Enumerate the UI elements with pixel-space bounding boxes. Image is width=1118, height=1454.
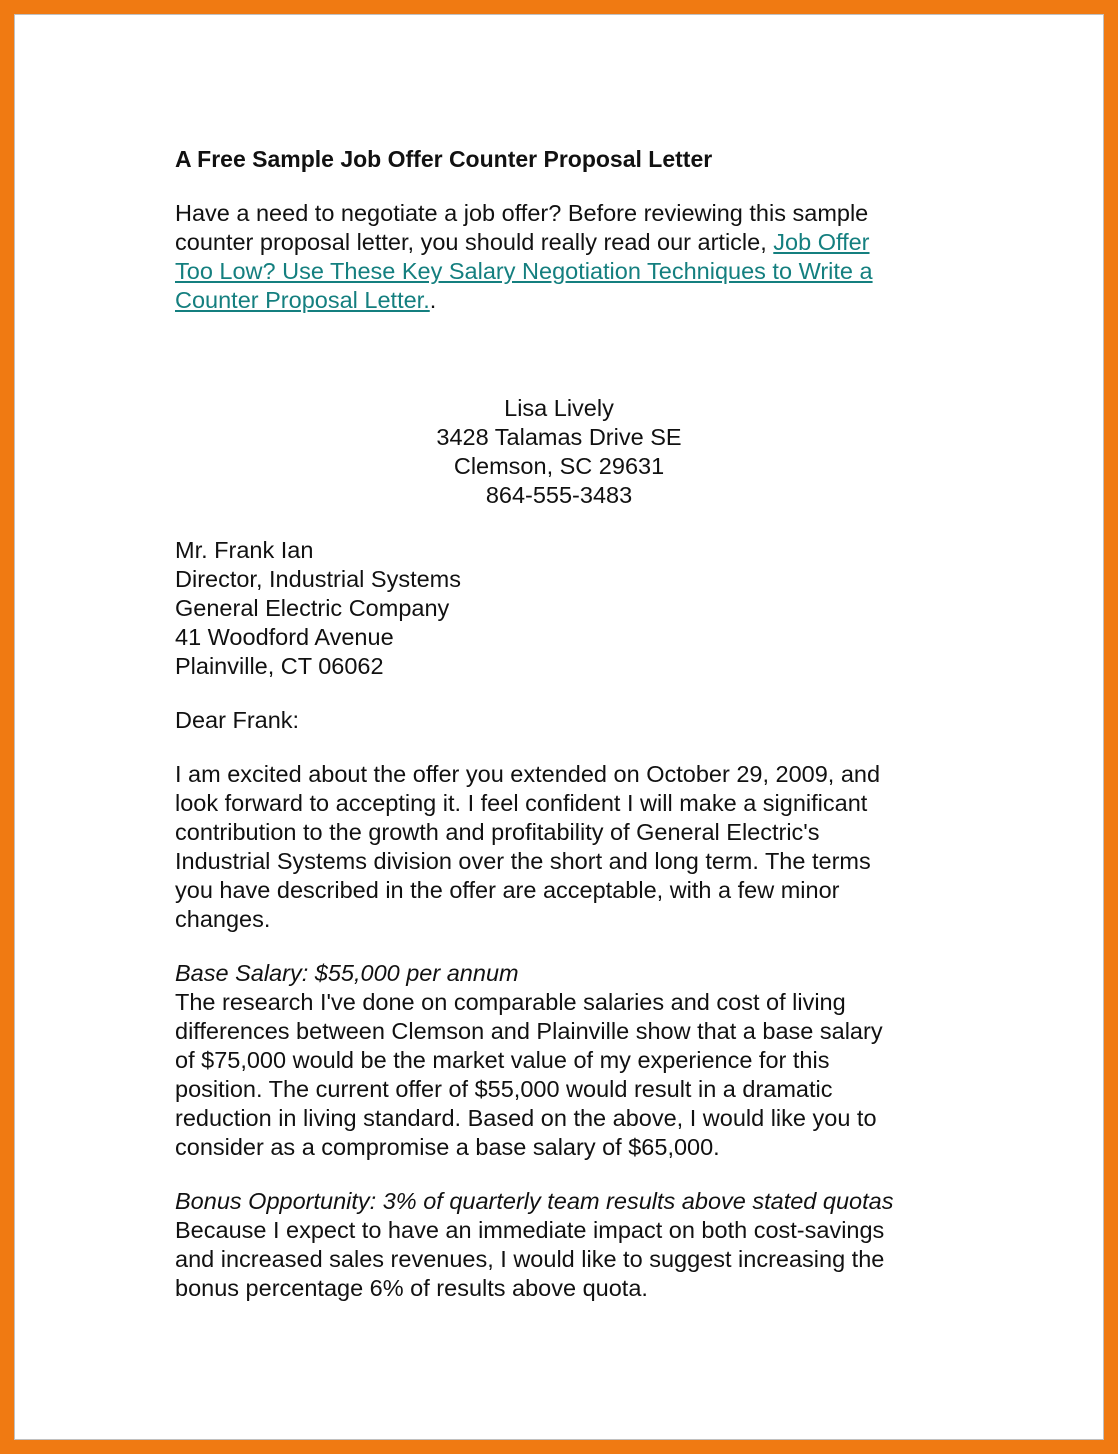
base-salary-line: The research I've done on comparable salaries and cost of living: [175, 989, 846, 1015]
article-link-part-2[interactable]: Too Low? Use These Key Salary Negotiation Techniques to Write a: [175, 258, 873, 284]
base-salary-line: of $75,000 would be the market value of my experience for this: [175, 1047, 830, 1073]
bonus-heading: Bonus Opportunity: 3% of quarterly team results above stated quotas: [175, 1188, 894, 1214]
opening-line: changes.: [175, 906, 271, 932]
sender-city: Clemson, SC 29631: [453, 453, 665, 479]
base-salary-line: differences between Clemson and Plainville show that a base salary: [175, 1018, 883, 1044]
opening-paragraph: [175, 760, 975, 934]
intro-line-2-text: counter proposal letter, you should really read our article,: [175, 229, 774, 255]
recipient-address-block: [175, 536, 975, 681]
opening-line: I am excited about the offer you extended on October 29, 2009, and: [175, 761, 881, 787]
sender-street: 3428 Talamas Drive SE: [436, 424, 682, 450]
intro-paragraph: [175, 199, 975, 315]
base-salary-heading: Base Salary: $55,000 per annum: [175, 960, 519, 986]
bonus-line: Because I expect to have an immediate impact on both cost-savings: [175, 1217, 885, 1243]
bonus-line: bonus percentage 6% of results above quota.: [175, 1275, 648, 1301]
intro-trailing-period: .: [429, 287, 437, 313]
sender-phone: 864-555-3483: [485, 482, 633, 508]
intro-line-3: [175, 257, 975, 286]
opening-line: you have described in the offer are acceptable, with a few minor: [175, 877, 840, 903]
bonus-paragraph: [175, 1216, 975, 1303]
article-link-part-3[interactable]: Counter Proposal Letter.: [175, 287, 430, 313]
salutation: Dear Frank:: [175, 707, 300, 733]
recipient-street: 41 Woodford Avenue: [175, 624, 394, 650]
sender-name: Lisa Lively: [504, 395, 614, 421]
letter-content: [175, 141, 975, 1303]
base-salary-line: reduction in living standard. Based on the above, I would like you to: [175, 1105, 877, 1131]
base-salary-line: position. The current offer of $55,000 would result in a dramatic: [175, 1076, 833, 1102]
sender-address-block: [175, 394, 943, 510]
base-salary-line: consider as a compromise a base salary of $65,000.: [175, 1134, 720, 1160]
article-link-part-1[interactable]: Job Offer: [773, 229, 870, 255]
recipient-title: Director, Industrial Systems: [175, 566, 462, 592]
opening-line: look forward to accepting it. I feel confident I will make a significant: [175, 790, 868, 816]
document-title: A Free Sample Job Offer Counter Proposal Letter: [175, 146, 713, 172]
recipient-company: General Electric Company: [175, 595, 450, 621]
recipient-city: Plainville, CT 06062: [175, 653, 384, 679]
intro-line-4: [175, 286, 975, 315]
recipient-name: Mr. Frank Ian: [175, 537, 314, 563]
opening-line: contribution to the growth and profitability of General Electric's: [175, 819, 820, 845]
intro-line-1: Have a need to negotiate a job offer? Before reviewing this sample: [175, 200, 869, 226]
opening-line: Industrial Systems division over the short and long term. The terms: [175, 848, 871, 874]
bonus-line: and increased sales revenues, I would like to suggest increasing the: [175, 1246, 885, 1272]
base-salary-paragraph: [175, 988, 975, 1162]
intro-line-2: [175, 228, 975, 257]
